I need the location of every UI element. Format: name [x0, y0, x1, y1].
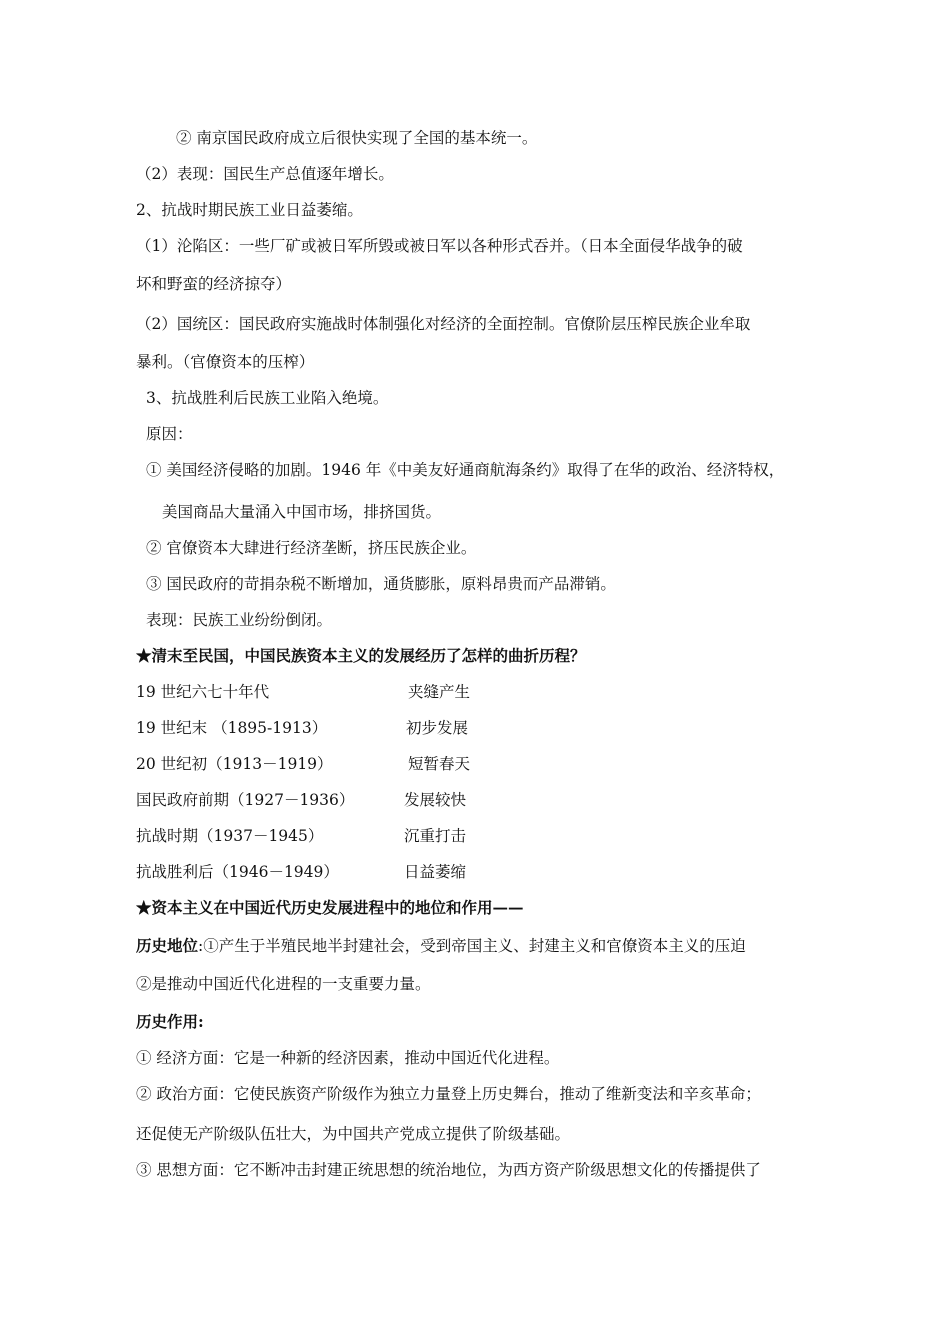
timeline-row [136, 826, 636, 846]
text-line: ② 政治方面：它使民族资产阶级作为独立力量登上历史舞台，推动了维新变法和辛亥革命； [136, 1085, 761, 1103]
timeline-period: 19 世纪六七十年代 [136, 683, 270, 701]
timeline-stage: 夹缝产生 [408, 683, 471, 701]
timeline-stage: 沉重打击 [404, 827, 467, 845]
timeline-stage: 日益萎缩 [404, 863, 467, 881]
timeline-row [136, 682, 636, 702]
text-line: 坏和野蛮的经济掠夺） [136, 275, 292, 293]
timeline-row [136, 754, 636, 774]
text-line: ② 南京国民政府成立后很快实现了全国的基本统一。 [176, 129, 538, 147]
text-line: 美国商品大量涌入中国市场，排挤国货。 [162, 503, 442, 521]
historical-status-line [136, 936, 746, 956]
text-line: ① 经济方面：它是一种新的经济因素，推动中国近代化进程。 [136, 1049, 560, 1067]
text-line: 2、抗战时期民族工业日益萎缩。 [136, 201, 363, 219]
text-line: 原因： [146, 425, 193, 443]
timeline-period: 抗战胜利后（1946－1949） [136, 863, 339, 881]
timeline-period: 20 世纪初（1913－1919） [136, 755, 333, 773]
historical-status-label: 历史地位 [136, 936, 199, 955]
section-heading: ★资本主义在中国近代历史发展进程中的地位和作用—— [136, 898, 524, 917]
text-line: 表现：民族工业纷纷倒闭。 [146, 611, 333, 629]
text-line: （2）国统区：国民政府实施战时体制强化对经济的全面控制。官僚阶层压榨民族企业牟取 [136, 315, 751, 333]
timeline-row [136, 718, 636, 738]
text-line: ① 美国经济侵略的加剧。1946 年《中美友好通商航海条约》取得了在华的政治、经济特权， [146, 461, 785, 479]
text-line: ③ 思想方面：它不断冲击封建正统思想的统治地位，为西方资产阶级思想文化的传播提供了 [136, 1161, 761, 1179]
timeline-period: 抗战时期（1937－1945） [136, 827, 324, 845]
text-line: 暴利。（官僚资本的压榨） [136, 353, 315, 371]
timeline-period: 19 世纪末 （1895-1913） [136, 719, 328, 737]
text-line: ② 官僚资本大肆进行经济垄断，挤压民族企业。 [146, 539, 477, 557]
historical-status-text: :①产生于半殖民地半封建社会，受到帝国主义、封建主义和官僚资本主义的压迫 [198, 937, 746, 955]
timeline-stage: 初步发展 [406, 719, 469, 737]
section-heading: ★清末至民国，中国民族资本主义的发展经历了怎样的曲折历程？ [136, 646, 586, 665]
text-line: （2）表现：国民生产总值逐年增长。 [136, 165, 394, 183]
historical-role-label: 历史作用: [136, 1012, 204, 1031]
text-line: 还促使无产阶级队伍壮大，为中国共产党成立提供了阶级基础。 [136, 1125, 571, 1143]
timeline-stage: 发展较快 [404, 791, 467, 809]
text-line: ②是推动中国近代化进程的一支重要力量。 [136, 975, 431, 993]
timeline-row [136, 862, 636, 882]
timeline-period: 国民政府前期（1927－1936） [136, 791, 355, 809]
timeline-row [136, 790, 636, 810]
text-line: ③ 国民政府的苛捐杂税不断增加，通货膨胀，原料昂贵而产品滞销。 [146, 575, 616, 593]
timeline-stage: 短暂春天 [408, 755, 471, 773]
text-line: 3、抗战胜利后民族工业陷入绝境。 [146, 389, 389, 407]
text-line: （1）沦陷区：一些厂矿或被日军所毁或被日军以各种形式吞并。（日本全面侵华战争的破 [136, 237, 743, 255]
